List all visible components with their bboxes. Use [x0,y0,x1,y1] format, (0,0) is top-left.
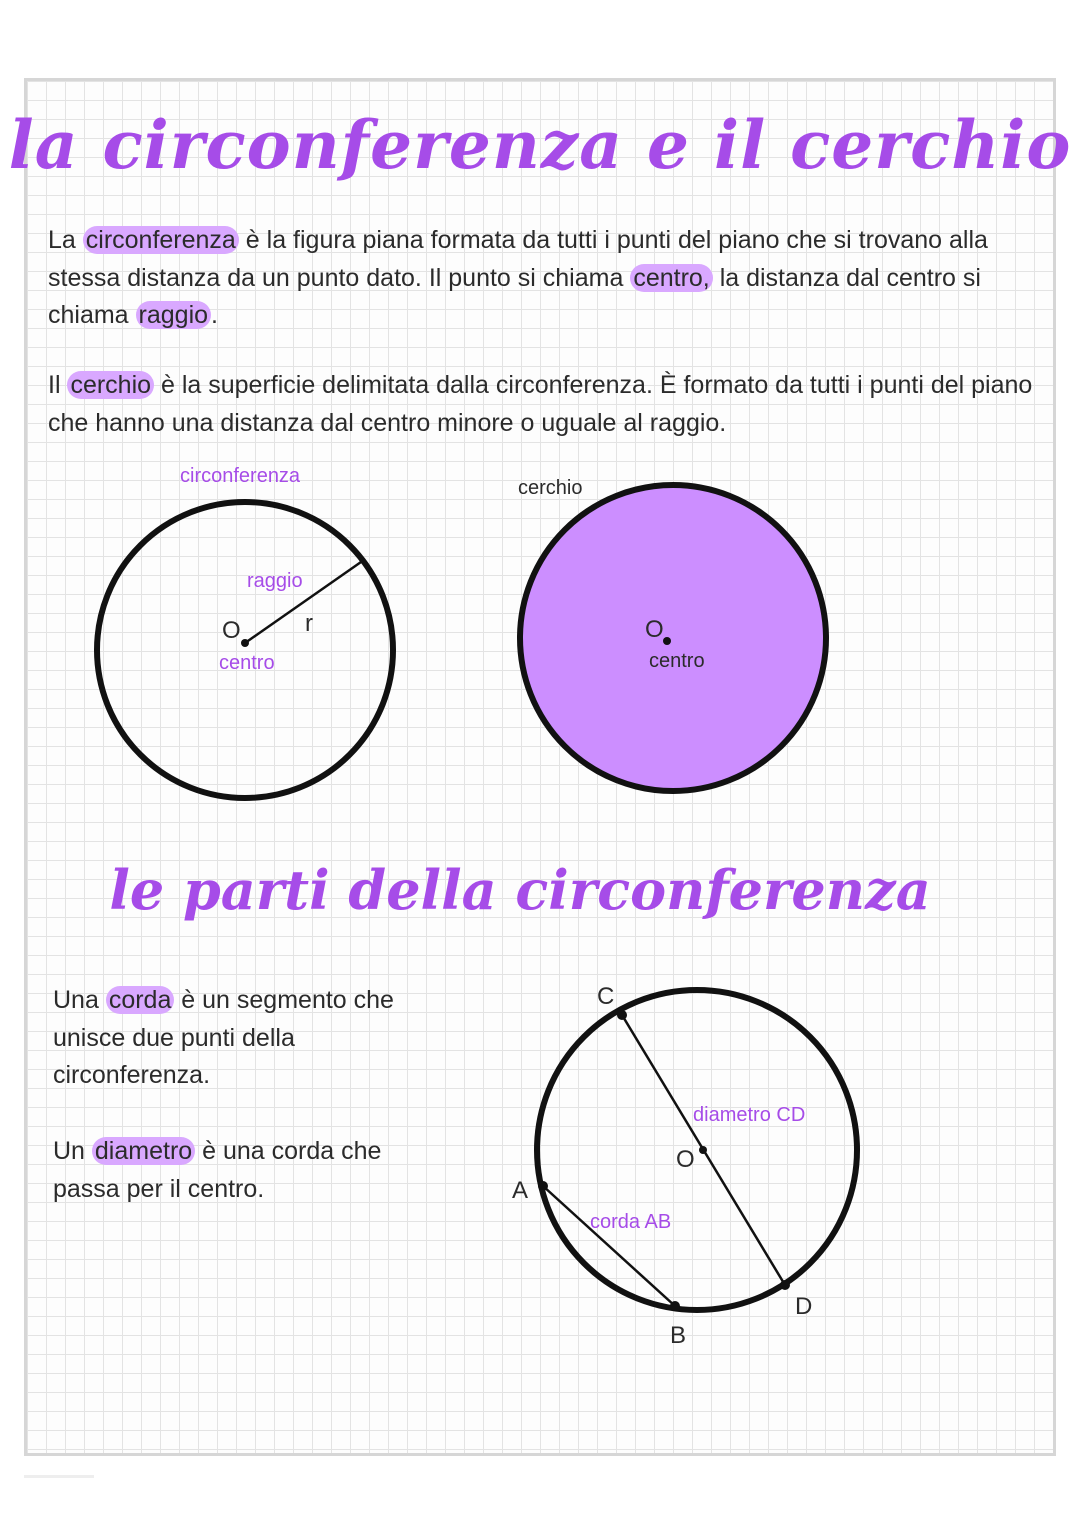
paragraph-corda: Una corda è un segmento che unisce due punti della circonferenza. [53,986,394,1089]
point-b [670,1301,680,1311]
label-corda-ab: corda AB [590,1211,672,1233]
highlight-cerchio: cerchio [67,371,154,399]
label-b: B [670,1322,687,1349]
point-a [538,1181,548,1191]
footer-divider [24,1475,94,1478]
label-cerchio: cerchio [518,477,583,499]
label-c: C [597,983,615,1010]
label-centro: centro [219,652,275,674]
highlight-centro: centro, [630,264,712,292]
paragraph-circonferenza: La circonferenza è la figura piana formata da tutti i punti del piano che si trovano alla stessa distanza da un punto dato. Il punto si chiama centro, la distanza dal centro si chiama raggio . [48,226,988,329]
paragraph-diametro: Un diametro è una corda che passa per il centro. [53,1137,382,1203]
highlight-corda: corda [106,986,175,1014]
point-c [617,1010,627,1020]
label-o: O [222,617,241,644]
label-diametro-cd: diametro CD [693,1104,806,1126]
chord-ab [543,1186,675,1306]
paragraph-cerchio: Il cerchio è la superficie delimitata dalla circonferenza. È formato da tutti i punti del piano che hanno una distanza dal centro minore o uguale al raggio. [48,371,1033,437]
circle-outline [537,990,857,1310]
label-d: D [795,1293,813,1320]
point-d [780,1280,790,1290]
section-title: le parti della circonferenza [109,858,931,922]
label-circonferenza: circonferenza [180,465,301,487]
label-r: r [305,610,313,637]
label-o: O [676,1146,695,1173]
label-a: A [512,1177,529,1204]
highlight-raggio: raggio [136,301,212,329]
point-o [699,1146,707,1154]
highlight-circonferenza: circonferenza [83,226,239,254]
highlight-diametro: diametro [92,1137,195,1165]
main-title: la circonferenza e il cerchio [8,106,1072,184]
label-raggio: raggio [247,570,303,592]
label-o: O [645,616,664,643]
label-centro: centro [649,650,705,672]
